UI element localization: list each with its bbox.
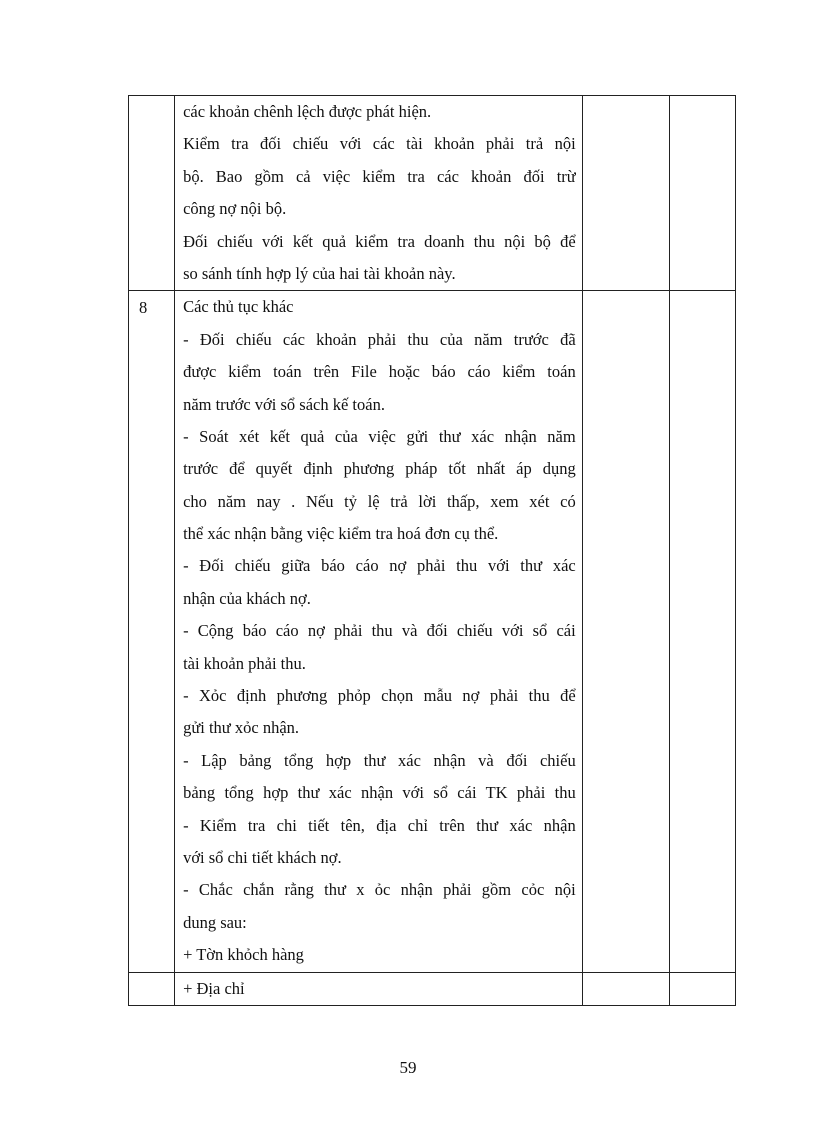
row-number-cell — [129, 291, 175, 972]
procedure-line: - Cộng báo cáo nợ phải thu và đối chiếu với sổ cái — [183, 621, 576, 641]
procedure-table — [128, 95, 736, 1006]
empty-cell — [582, 96, 669, 291]
table-row — [129, 972, 736, 1005]
procedure-line: Đối chiếu với kết quả kiểm tra doanh thu nội bộ để — [183, 231, 576, 251]
table-row — [129, 291, 736, 972]
row-number-cell — [129, 96, 175, 291]
procedure-line: thể xác nhận bằng việc kiểm tra hoá đơn cụ thể. — [183, 524, 499, 544]
procedure-line: - Lập bảng tổng hợp thư xác nhận và đối chiếu — [183, 750, 576, 770]
empty-cell — [669, 96, 735, 291]
procedure-line: - Kiểm tra chi tiết tên, địa chỉ trên thư xác nhận — [183, 815, 576, 835]
row-number — [129, 973, 174, 979]
table-row — [129, 96, 736, 291]
procedure-line: bảng tổng hợp thư xác nhận với sổ cái TK phải thu — [183, 783, 576, 803]
row-number: 8 — [139, 298, 148, 318]
procedure-line: bộ. Bao gồm cả việc kiểm tra các khoản đối trừ — [183, 166, 576, 186]
procedure-content-cell — [175, 96, 583, 291]
row-number — [129, 96, 174, 102]
procedure-line: tài khoản phải thu. — [183, 653, 306, 673]
empty-cell — [669, 972, 735, 1005]
procedure-line: Kiểm tra đối chiếu với các tài khoản phải trả nội — [183, 134, 576, 154]
procedure-line: - Đối chiếu giữa báo cáo nợ phải thu với thư xác — [183, 556, 576, 576]
procedure-line: - Xỏc định phương phỏp chọn mẫu nợ phải thu để — [183, 686, 576, 706]
procedure-line: - Soát xét kết quả của việc gửi thư xác nhận năm — [183, 426, 576, 446]
empty-cell — [582, 291, 669, 972]
procedure-line: + Tờn khỏch hàng — [183, 945, 304, 965]
procedure-line: nhận của khách nợ. — [183, 588, 311, 608]
procedure-line: - Chắc chắn rằng thư x ỏc nhận phải gồm cỏc nội — [183, 880, 576, 900]
procedure-line: công nợ nội bộ. — [183, 199, 287, 219]
procedure-line: với sổ chi tiết khách nợ. — [183, 847, 342, 867]
procedure-line: trước để quyết định phương pháp tốt nhất áp dụng — [183, 459, 576, 479]
procedure-line: năm trước với sổ sách kế toán. — [183, 394, 385, 414]
procedure-heading: Các thủ tục khác — [183, 297, 294, 317]
procedure-line: so sánh tính hợp lý của hai tài khoản này. — [183, 263, 456, 283]
procedure-line: - Đối chiếu các khoản phải thu của năm trước đã — [183, 329, 576, 349]
procedure-line: gửi thư xỏc nhận. — [183, 718, 300, 738]
procedure-line: + Địa chỉ — [183, 978, 245, 998]
procedure-line: các khoản chênh lệch được phát hiện. — [183, 102, 432, 121]
empty-cell — [582, 972, 669, 1005]
procedure-line: được kiểm toán trên File hoặc báo cáo kiểm toán — [183, 362, 576, 382]
procedure-content-cell — [175, 291, 583, 972]
empty-cell — [669, 291, 735, 972]
procedure-line: cho năm nay . Nếu tỷ lệ trả lời thấp, xem xét có — [183, 491, 576, 511]
procedure-line: dung sau: — [183, 912, 247, 932]
page-number: 59 — [399, 1058, 417, 1077]
procedure-content-cell — [175, 972, 583, 1005]
row-number-cell — [129, 972, 175, 1005]
